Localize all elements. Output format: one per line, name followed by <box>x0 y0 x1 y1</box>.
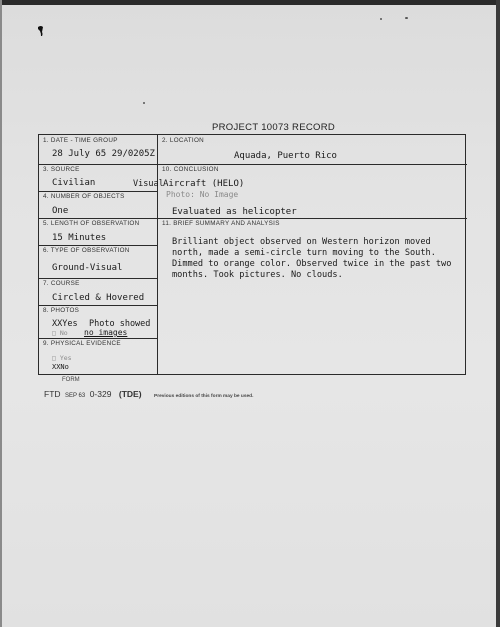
date-time-value: 28 July 65 29/0205Z <box>52 149 155 159</box>
row-divider <box>39 218 157 219</box>
number-of-objects-value: One <box>52 206 69 216</box>
scan-edge-top <box>0 0 500 5</box>
course-value: Circled & Hovered <box>52 293 145 303</box>
form-date: SEP 63 <box>64 393 86 399</box>
row-divider <box>157 164 467 165</box>
type-of-observation-label: 6. TYPE OF OBSERVATION <box>43 247 130 254</box>
form-footer <box>44 384 253 402</box>
date-time-label: 1. DATE - TIME GROUP <box>43 137 118 144</box>
summary-label: 11. BRIEF SUMMARY AND ANALYSIS <box>162 220 280 227</box>
photos-no-mark: □ No <box>52 329 68 337</box>
length-of-observation-value: 15 Minutes <box>52 233 107 243</box>
row-divider <box>39 164 157 165</box>
conclusion-photo-note: Photo: No Image <box>166 190 239 199</box>
conclusion-label: 10. CONCLUSION <box>162 166 219 173</box>
conclusion-value: Aircraft (HELO) <box>163 179 245 189</box>
form-caption: FORM <box>62 377 80 383</box>
photos-label: 8. PHOTOS <box>43 307 80 314</box>
form-edition-note: Previous editions of this form may be used. <box>154 394 254 399</box>
row-divider <box>39 278 157 279</box>
scan-speck <box>405 17 408 19</box>
form-number: 0-329 <box>89 389 112 399</box>
photos-value: Photo showed <box>89 319 151 329</box>
record-title: PROJECT 10073 RECORD <box>212 122 336 133</box>
form-tde: (TDE) <box>118 389 142 399</box>
row-divider <box>157 218 467 219</box>
photos-no-value: no images <box>84 328 128 337</box>
type-of-observation-value: Ground-Visual <box>52 263 123 273</box>
conclusion-evaluation: Evaluated as helicopter <box>172 207 297 217</box>
record-form <box>38 134 466 375</box>
row-divider <box>39 245 157 246</box>
punch-mark-icon <box>37 25 45 37</box>
scan-speck <box>380 18 382 20</box>
physical-evidence-label: 9. PHYSICAL EVIDENCE <box>43 340 121 347</box>
row-divider <box>39 305 157 306</box>
source-value: Civilian <box>52 178 96 188</box>
length-of-observation-label: 5. LENGTH OF OBSERVATION <box>43 220 140 227</box>
form-code: FTD <box>44 389 61 399</box>
photos-yes-mark: XXYes <box>52 319 78 329</box>
source-label: 3. SOURCE <box>43 166 80 173</box>
physical-evidence-no-mark: XXNo <box>52 363 69 371</box>
scan-speck <box>143 102 145 104</box>
scan-edge-right <box>496 0 500 627</box>
row-divider <box>39 191 157 192</box>
number-of-objects-label: 4. NUMBER OF OBJECTS <box>43 193 125 200</box>
course-label: 7. COURSE <box>43 280 80 287</box>
summary-text: Brilliant object observed on Western horizon moved north, made a semi-circle turn moving to the South. Dimmed to orange color. Observed twice in the past two months. Took pictures. No clouds. <box>172 237 452 280</box>
source-note: Visual <box>133 179 164 189</box>
location-value: Aquada, Puerto Rico <box>234 151 337 161</box>
column-divider <box>157 135 158 374</box>
row-divider <box>39 338 157 339</box>
physical-evidence-yes-mark: □ Yes <box>52 354 72 362</box>
scan-edge-left <box>0 0 2 627</box>
location-label: 2. LOCATION <box>162 137 205 144</box>
